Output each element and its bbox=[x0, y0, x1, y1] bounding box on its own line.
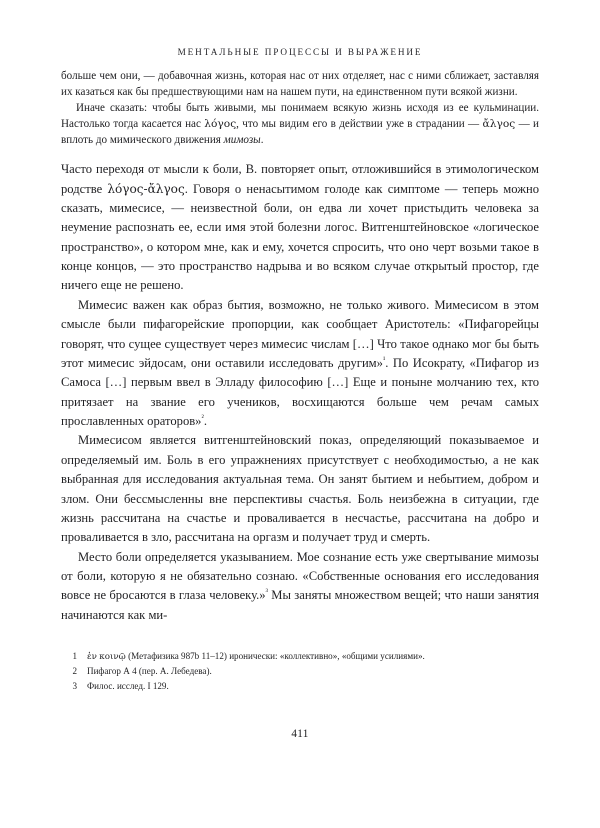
footnotes-section bbox=[61, 649, 539, 693]
footnote-item bbox=[61, 649, 539, 664]
body-paragraph-3: Мимесисом является витгенштейновский показ, определяющий показываемое и определяемый им. Боль в его упражнениях присутствует с необходимостью, а не как выбранная для исследования актуальная тема. Он занят бытием и небытием, добром и злом. Они бессмысленны вне перспективы счастья. Боль неизбежна в ситуации, где жизнь рассчитана на счастье и проваливается в несчастье, рассчитана на добро и проваливается в зло, рассчитана на оргазм и получает труд и смерть. bbox=[61, 433, 539, 545]
footnote-reference[interactable]: ² bbox=[201, 412, 204, 422]
greek-term: ἐν bbox=[87, 652, 97, 662]
page-number: 411 bbox=[291, 728, 309, 740]
footnote-text: Филос. исслед. I 129. bbox=[87, 680, 169, 691]
greek-term: λόγος bbox=[204, 117, 237, 131]
footnote-number: 2 bbox=[72, 666, 77, 677]
running-head: МЕНТАЛЬНЫЕ ПРОЦЕССЫ И ВЫРАЖЕНИЕ bbox=[177, 47, 423, 57]
body-paragraph-1: Часто переходя от мысли к боли, В. повторяет опыт, отложившийся в этимологическом родстве λόγος-ἄλγος. Говоря о ненасытимом голоде как симптоме — теперь можно сказать, мимесисе, — неизвестной боли, он едва ли хочет пристыдить человека за неумение распознать ее, если имя этой болезни логос. Витгенштейновское «логическое пространство», о котором мне, как и ему, хочется спросить, что оно черт возьми такое в конце концов, — это пространство надрыва и во всяком случае открытый простор, где ничего еще не решено. bbox=[61, 162, 539, 293]
footnote-reference[interactable]: ³ bbox=[265, 587, 268, 597]
footnote-text: Пифагор А 4 (пер. А. Лебедева). bbox=[87, 666, 212, 677]
italic-term: мимозы bbox=[223, 134, 261, 147]
excerpt-paragraph-2: Иначе сказать: чтобы быть живыми, мы понимаем всякую жизнь исходя из ее кульминации. Настолько тогда касается нас λόγος, что мы видим его в действии уже в страдании — ἄλγος — и вплоть до мимического движения мимозы. bbox=[61, 102, 539, 147]
footnote-text: ἐν κοινῷ (Метафизика 987b 11–12) иронически: «коллективно», «общими усилиями». bbox=[87, 651, 425, 662]
footnote-number: 3 bbox=[72, 680, 77, 691]
footnote-reference[interactable]: ¹ bbox=[382, 354, 386, 364]
body-paragraph-4: Место боли определяется указыванием. Мое сознание есть уже свертывание мимозы от боли, которую я не обязательно сознаю. «Собственные основания его исследования вовсе не бросаются в глаза человеку.»$^{^3}$ Мы заняты множеством вещей; что наши занятия начинаются как ми- bbox=[61, 549, 539, 622]
excerpt-block bbox=[61, 68, 539, 148]
greek-term: κοινῷ bbox=[99, 652, 126, 662]
greek-term: ἄλγος bbox=[482, 117, 516, 131]
page-content bbox=[61, 68, 539, 625]
footnote-item bbox=[61, 664, 539, 678]
footnote-number: 1 bbox=[72, 651, 77, 661]
excerpt-paragraph-1: больше чем они, — добавочная жизнь, которая нас от них отделяет, нас с ними сближает, заставляя их казаться как бы предшествующими нам на нашем пути, на единственном пути всякой жизни. bbox=[61, 70, 539, 99]
body-paragraph-2: Мимесис важен как образ бытия, возможно, не только живого. Мимесисом в этом смысле были пифагорейские пропорции, как сообщает Аристотель: «Пифагорейцы говорят, что сущее существует через мимесис числам […] Что такое однако мог бы быть этот мимесис эйдосам, они оставили исследовать другим»$^{^1}$. По Исократу, «Пифагор из Самоса […] первым ввел в Элладу философию […] Еще и поныне молчанию тех, кто притязает на звание его учеников, восхищаются больше чем речам самых прославленных ораторов»$^{^2}$. bbox=[61, 297, 539, 429]
body-block bbox=[61, 160, 539, 625]
greek-term: λόγος-ἄλγος bbox=[107, 181, 185, 196]
footnote-item bbox=[61, 679, 539, 693]
